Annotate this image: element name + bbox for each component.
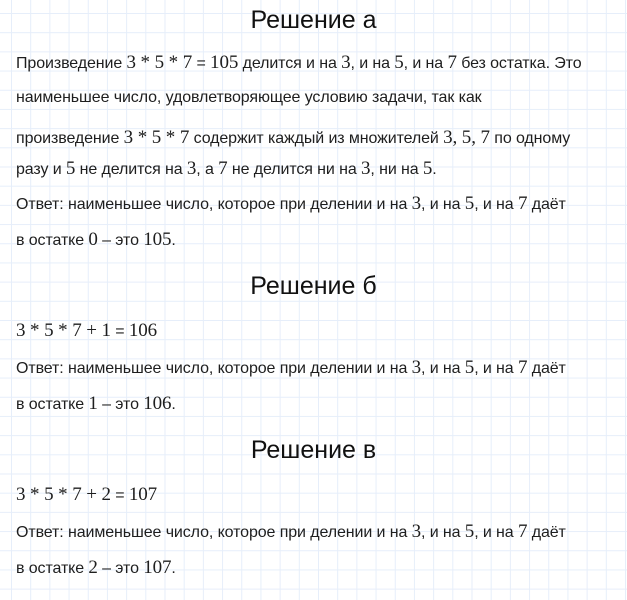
- math-expression: 106: [128, 320, 158, 341]
- math-expression: 5: [394, 52, 404, 73]
- math-expression: 3: [186, 158, 197, 179]
- text-fragment: , и на: [350, 55, 395, 72]
- text-fragment: делится и на: [238, 55, 342, 72]
- text-fragment: содержит каждый из множителей: [189, 130, 444, 147]
- math-expression: 107: [143, 557, 172, 578]
- math-expression: 3 * 5 * 7: [123, 127, 190, 148]
- text-fragment: Ответ: наименьшее число, которое при делении и на: [16, 360, 412, 377]
- text-line: [16, 484, 157, 506]
- text-fragment: произведение: [16, 130, 124, 147]
- text-fragment: Ответ: наименьшее число, которое при делении и на: [16, 196, 412, 213]
- section-title: Решение а: [250, 6, 377, 34]
- math-expression: 7: [517, 193, 528, 214]
- text-fragment: – это: [97, 560, 144, 577]
- text-fragment: , и на: [474, 196, 518, 213]
- text-line: [16, 127, 570, 149]
- text-line: [16, 89, 482, 107]
- text-fragment: – это: [97, 232, 144, 249]
- math-expression: 3 * 5 * 7 + 2: [16, 484, 111, 505]
- math-expression: 7: [218, 158, 228, 179]
- text-fragment: не делится ни на: [227, 161, 361, 178]
- text-line: [16, 521, 566, 543]
- text-fragment: наименьшее число, удовлетворяющее условию задачи, так как: [16, 89, 482, 106]
- text-line: [16, 229, 176, 251]
- math-expression: 3: [360, 158, 371, 179]
- math-expression: 3: [411, 357, 422, 378]
- text-fragment: в остатке: [16, 232, 89, 249]
- math-expression: 106: [143, 393, 172, 414]
- text-fragment: , и на: [421, 196, 465, 213]
- text-fragment: в остатке: [16, 396, 89, 413]
- text-line: [16, 320, 157, 342]
- section-title: Решение в: [250, 436, 377, 464]
- math-expression: 1: [88, 393, 98, 414]
- text-fragment: .: [432, 161, 437, 178]
- math-expression: 3 * 5 * 7: [126, 52, 193, 73]
- math-expression: 2: [88, 557, 98, 578]
- math-expression: 0: [88, 229, 98, 250]
- text-fragment: .: [171, 560, 176, 577]
- text-fragment: =: [110, 487, 129, 504]
- text-fragment: =: [110, 323, 129, 340]
- text-fragment: , и на: [403, 55, 448, 72]
- math-expression: 5: [464, 521, 475, 542]
- text-fragment: по одному: [489, 130, 571, 147]
- math-expression: 5: [422, 158, 433, 179]
- math-expression: 7: [447, 52, 457, 73]
- section-title: Решение б: [250, 272, 377, 300]
- text-line: [16, 393, 176, 415]
- text-fragment: , а: [196, 161, 219, 178]
- text-fragment: даёт: [527, 196, 566, 213]
- text-fragment: .: [171, 232, 176, 249]
- text-fragment: , и на: [474, 360, 518, 377]
- text-fragment: разу и: [16, 161, 66, 178]
- text-fragment: в остатке: [16, 560, 89, 577]
- math-expression: 5: [65, 158, 76, 179]
- math-expression: 105: [210, 52, 239, 73]
- text-fragment: .: [171, 396, 176, 413]
- text-fragment: , ни на: [370, 161, 423, 178]
- math-expression: 3: [411, 521, 422, 542]
- math-expression: 3, 5, 7: [443, 127, 490, 148]
- text-fragment: даёт: [527, 524, 566, 541]
- math-expression: 7: [517, 357, 528, 378]
- text-fragment: даёт: [527, 360, 566, 377]
- text-line: [16, 193, 566, 215]
- math-expression: 5: [464, 193, 475, 214]
- text-fragment: – это: [97, 396, 144, 413]
- math-expression: 5: [464, 357, 475, 378]
- text-fragment: не делится на: [75, 161, 187, 178]
- text-fragment: Произведение: [16, 55, 127, 72]
- text-line: [16, 557, 176, 579]
- math-expression: 3: [411, 193, 422, 214]
- math-expression: 107: [128, 484, 158, 505]
- text-line: [16, 357, 566, 379]
- text-line: [16, 158, 437, 180]
- text-fragment: без остатка. Это: [456, 55, 582, 72]
- text-line: [16, 52, 582, 74]
- text-fragment: , и на: [474, 524, 518, 541]
- text-fragment: , и на: [421, 524, 465, 541]
- math-expression: 7: [517, 521, 528, 542]
- math-expression: 105: [143, 229, 172, 250]
- text-fragment: =: [192, 55, 211, 72]
- text-fragment: Ответ: наименьшее число, которое при делении и на: [16, 524, 412, 541]
- math-expression: 3 * 5 * 7 + 1: [16, 320, 111, 341]
- math-expression: 3: [341, 52, 351, 73]
- text-fragment: , и на: [421, 360, 465, 377]
